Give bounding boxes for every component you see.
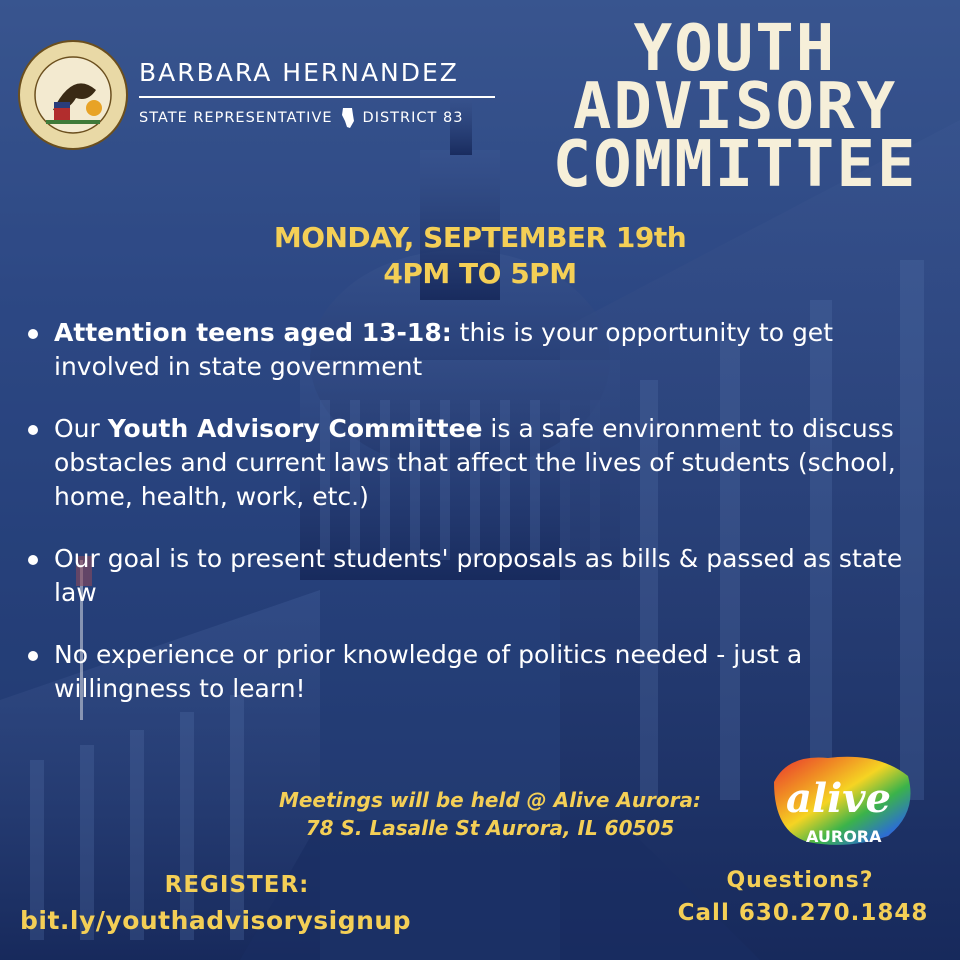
event-time: 4PM TO 5PM — [383, 257, 577, 290]
bullet-text-prefix: Our — [54, 414, 108, 443]
illinois-outline-icon — [341, 107, 355, 129]
event-schedule — [0, 220, 960, 292]
illinois-state-seal — [18, 40, 128, 150]
logo-subtitle: AURORA — [806, 827, 882, 846]
questions-label: Questions? — [726, 868, 874, 893]
bullet-emphasis: Youth Advisory Committee — [107, 414, 483, 443]
bullet-emphasis: Attention teens aged 13-18: — [54, 318, 452, 347]
district-label: DISTRICT 83 — [362, 110, 464, 126]
bullet-item — [24, 638, 934, 706]
bullet-item — [24, 412, 934, 514]
event-title — [520, 12, 950, 202]
alive-aurora-logo — [768, 752, 918, 852]
register-label: REGISTER: — [164, 872, 310, 898]
title-line-2: ADVISORY — [572, 70, 898, 144]
register-link[interactable]: bit.ly/youthadvisorysignup — [20, 906, 412, 935]
representative-subtitle — [139, 107, 509, 129]
bullet-text: this is your opportunity to get involved in state government — [54, 318, 833, 381]
title-line-3: COMMITTEE — [552, 128, 918, 202]
header-divider — [139, 96, 495, 98]
bullet-item — [24, 542, 934, 610]
location-line-1: Meetings will be held @ Alive Aurora: — [278, 788, 702, 812]
logo-wordmark: alive — [786, 775, 891, 822]
contact-phone[interactable]: Call 630.270.1848 — [677, 900, 929, 926]
info-bullet-list — [24, 316, 934, 734]
bullet-text: is a safe environment to discuss obstacles and current laws that affect the lives of students (school, home, health, work, etc.) — [54, 414, 896, 511]
title-line-1: YOUTH — [633, 12, 837, 86]
location-address: 78 S. Lasalle St Aurora, IL 60505 — [305, 816, 675, 840]
representative-title: STATE REPRESENTATIVE — [139, 110, 333, 126]
event-date: MONDAY, SEPTEMBER 19th — [273, 221, 687, 254]
bullet-item — [24, 316, 934, 384]
meeting-location — [240, 786, 740, 842]
representative-name: BARBARA HERNANDEZ — [139, 58, 459, 87]
bullet-text: No experience or prior knowledge of politics needed - just a willingness to learn! — [54, 640, 803, 703]
bullet-text: Our goal is to present students' proposals as bills & passed as state law — [54, 544, 903, 607]
